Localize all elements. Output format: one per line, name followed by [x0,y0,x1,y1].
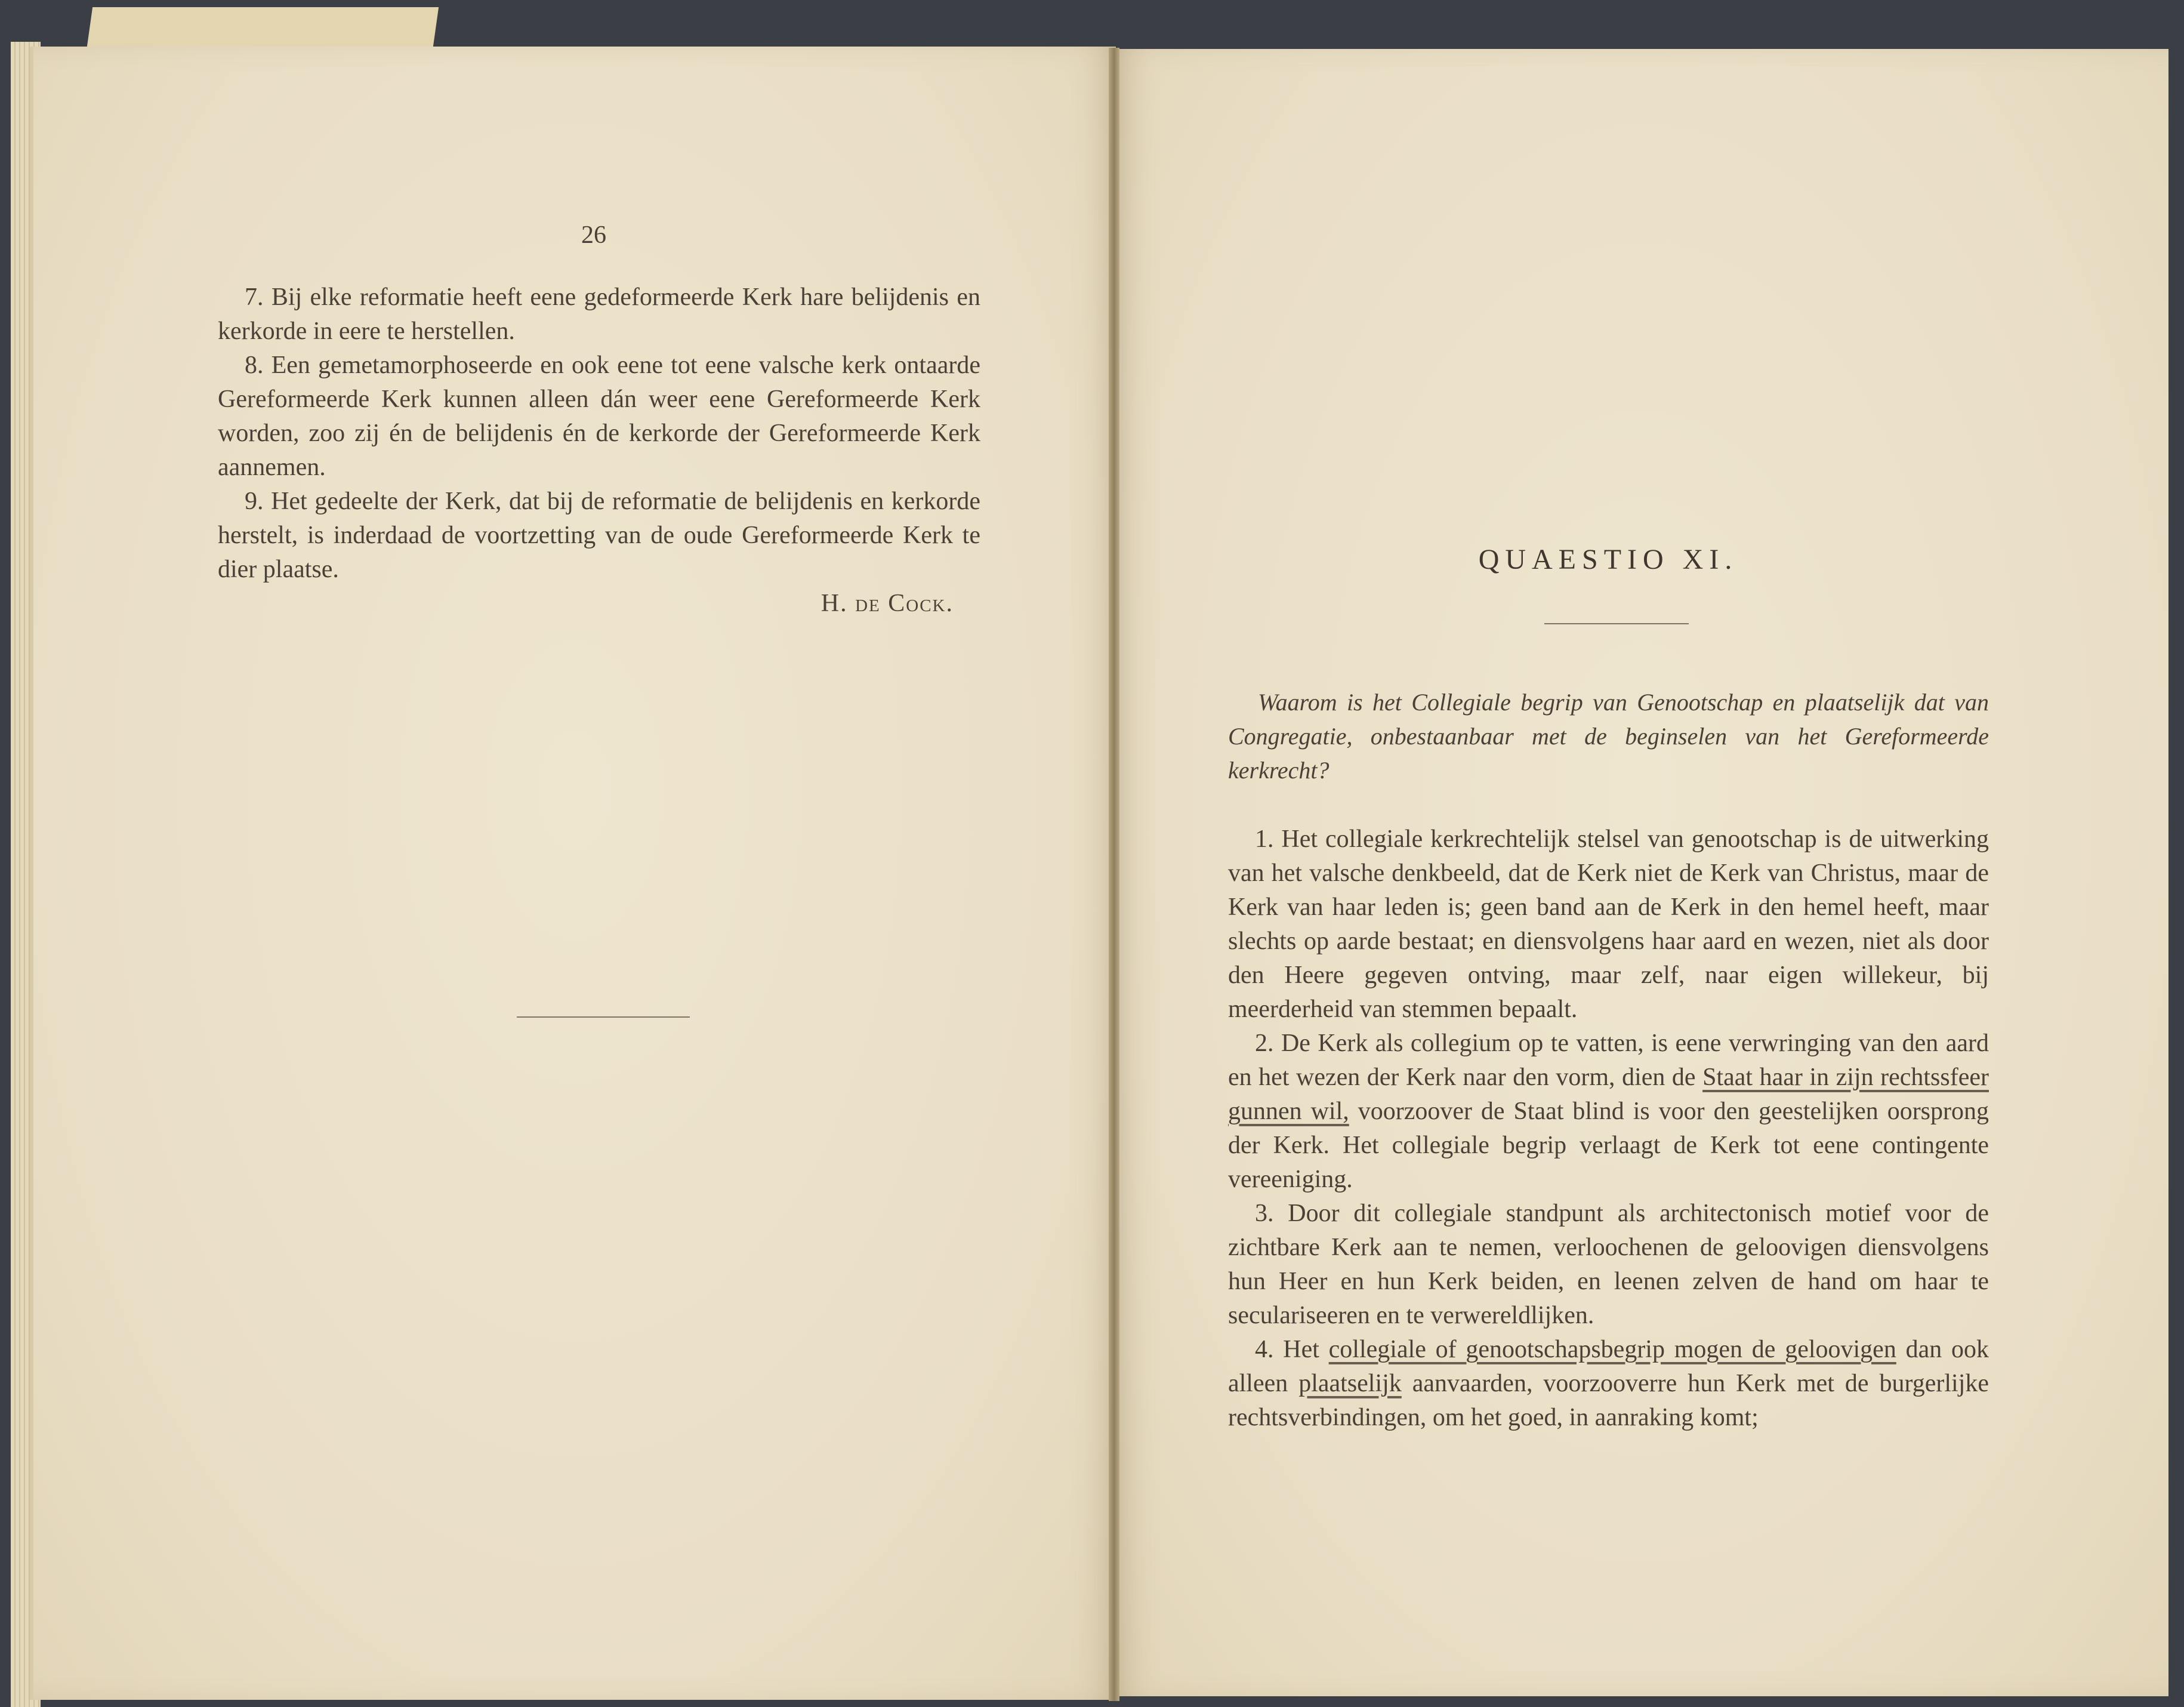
paragraph-4-part-c: aanvaarden, voorzooverre hun Kerk met de burgerlijke rechtsverbindingen, om het goed, in aanraking komt; [1228,1370,1989,1431]
underlined-phrase: Staat haar in zijn rechtssfeer gunnen wil, [1228,1064,1989,1125]
heading-rule [1544,623,1689,624]
torn-page-fragment [87,7,439,51]
book-gutter [1109,48,1119,1701]
underlined-word: plaatselijk [1298,1370,1402,1397]
paragraph-7: 7. Bij elke reformatie heeft eene gedeformeerde Kerk hare belijdenis en kerkorde in eere te herstellen. [218,284,980,345]
paragraph-1: 1. Het collegiale kerkrechtelijk stelsel van genootschap is de uitwerking van het valsche denkbeeld, dat de Kerk niet de Kerk van Christus, maar de Kerk van haar leden is; geen band aan de Kerk in den hemel heeft, maar slechts op aarde bestaat; en diensvolgens haar aard en wezen, niet als door den Heere gegeven ontving, maar zelf, naar eigen willekeur, bij meerderheid van stemmen bepaalt. [1228,825,1989,1023]
paragraph-9: 9. Het gedeelte der Kerk, dat bij de reformatie de belijdenis en kerkorde herstelt, is inderdaad de voortzetting van de oude Gereformeerde Kerk te dier plaatse. [218,488,980,583]
paragraph-4-part-b: dan ook alleen [1228,1336,1989,1397]
paragraph-2 [1228,1027,1989,1197]
question-text: Waarom is het Collegiale begrip van Genootschap en plaatselijk dat van Congregatie, onbestaanbaar met de beginselen van het Gereformeerde kerkrecht? [1228,689,1989,784]
paragraph-2-part-a: 2. De Kerk als collegium op te vatten, is eene verwringing van den aard en het wezen der Kerk naar den vorm, dien de [1228,1030,1989,1091]
end-rule [517,1016,690,1018]
left-page-text [218,281,980,621]
paragraph-8: 8. Een gemetamorphoseerde en ook eene tot eene valsche kerk ontaarde Gereformeerde Kerk kunnen alleen dán weer eene Gereformeerde Kerk worden, zoo zij én de belijdenis én de kerkorde der Gereformeerde Kerk aannemen. [218,352,980,481]
underlined-phrase: collegiale of genootschapsbegrip mogen de geloovigen [1328,1336,1896,1363]
right-page-text [1228,822,1989,1435]
chapter-heading: QUAESTIO XI. [1478,544,1738,575]
author-signature: H. de Cock. [820,590,954,617]
paragraph-3: 3. Door dit collegiale standpunt als architectonisch motief voor de zichtbare Kerk aan te nemen, verloochenen de geloovigen diensvolgens hun Heer en hun Kerk beiden, en leenen zelven de hand om haar te seculariseeren en te verwereldlijken. [1228,1200,1989,1329]
page-number: 26 [581,221,606,249]
paragraph-4-part-a: 4. Het [1255,1336,1329,1363]
paragraph-4 [1228,1333,1989,1435]
paragraph-2-part-b: voorzoover de Staat blind is voor den geestelijken oorsprong der Kerk. Het collegiale begrip verlaagt de Kerk tot eene contingente vereeniging. [1228,1098,1989,1193]
